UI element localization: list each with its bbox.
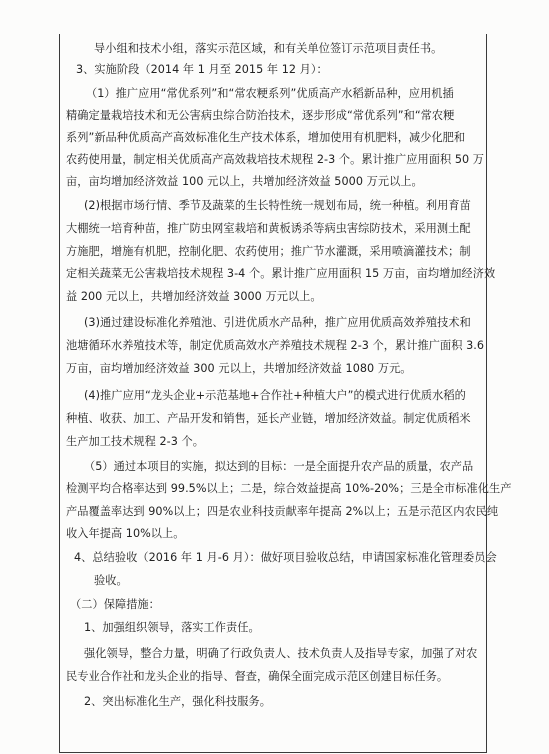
text-line: 定相关蔬菜无公害栽培技术规程 3-4 个。累计推广应用面积 15 万亩，亩均增加经济效	[66, 267, 496, 280]
text-line: (3)通过建设标准化养殖池、引进优质水产品种，推广应用优质高效养殖技术和	[84, 316, 471, 329]
text-line: (4)推广应用“龙头企业+示范基地+合作社+种植大户”的模式进行优质水稻的	[84, 389, 466, 402]
text-line: （1）推广应用“常优系列”和“常农粳系列”优质高产水稻新品种，应用机插	[86, 87, 454, 100]
text-line: 亩，亩均增加经济效益 100 元以上，共增加经济效益 5000 万元以上。	[66, 175, 423, 188]
text-line: 方施肥，增施有机肥，控制化肥、农药使用；推广节水灌溉，采用喷滴灌技术；制	[66, 245, 471, 258]
text-line: 精确定量栽培技术和无公害病虫综合防治技术，逐步形成“常优系列”和“常农粳	[66, 109, 455, 122]
text-line: 生产加工技术规程 2-3 个。	[66, 435, 205, 448]
text-line: (2)根据市场行情、季节及蔬菜的生长特性统一规划布局，统一种植。利用育苗	[84, 199, 471, 212]
text-line: 3、实施阶段（2014 年 1 月至 2015 年 12 月）：	[76, 63, 328, 76]
text-line: 益 200 元以上，共增加经济效益 3000 万元以上。	[66, 290, 322, 303]
section-heading: （二）保障措施：	[70, 598, 160, 611]
text-line: 2、突出标准化生产，强化科技服务。	[84, 695, 271, 708]
text-line: 农药使用量，制定相关优质高产高效栽培技术规程 2-3 个。累计推广应用面积 50 万	[66, 153, 485, 166]
text-line: 种植、收获、加工、产品开发和销售，延长产业链，增加经济效益。制定优质稻米	[66, 412, 471, 425]
text-line: 导小组和技术小组，落实示范区域，和有关单位签订示范项目责任书。	[94, 42, 443, 55]
text-line: 4、总结验收（2016 年 1 月-6 月）：做好项目验收总结，申请国家标准化管理委员会	[74, 551, 497, 564]
text-line: 池塘循环水养殖技术等，制定优质高效水产养殖技术规程 2-3 个，累计推广面积 3.6	[66, 339, 485, 352]
text-line: 民专业合作社和龙头企业的指导、督查，确保全面完成示范区创建目标任务。	[66, 670, 449, 683]
text-line: 万亩，亩均增加经济效益 300 元以上，共增加经济效益 1080 万元。	[66, 362, 412, 375]
text-line: 强化领导，整合力量，明确了行政负责人、技术负责人及指导专家，加强了对农	[84, 647, 478, 660]
text-line: 大棚统一培育种苗，推广防虫网室栽培和黄板诱杀等病虫害综防技术，采用测土配	[66, 222, 471, 235]
text-line: 检测平均合格率达到 99.5%以上；二是，综合效益提高 10%-20%；三是全市标准化生产	[66, 482, 512, 495]
text-line: 产品覆盖率达到 90%以上；四是农业科技贡献率年提高 2%以上；五是示范区内农民纯	[66, 505, 499, 518]
text-line: 收入年提高 10%以上。	[66, 527, 185, 540]
text-line: 1、加强组织领导，落实工作责任。	[84, 621, 260, 634]
text-line: 验收。	[94, 574, 128, 587]
text-line: （5）通过本项目的实施，拟达到的目标：一是全面提升农产品的质量，农产品	[84, 460, 474, 473]
text-line: 系列”新品种优质高产高效标准化生产技术体系，增加使用有机肥料，减少化肥和	[66, 131, 466, 144]
